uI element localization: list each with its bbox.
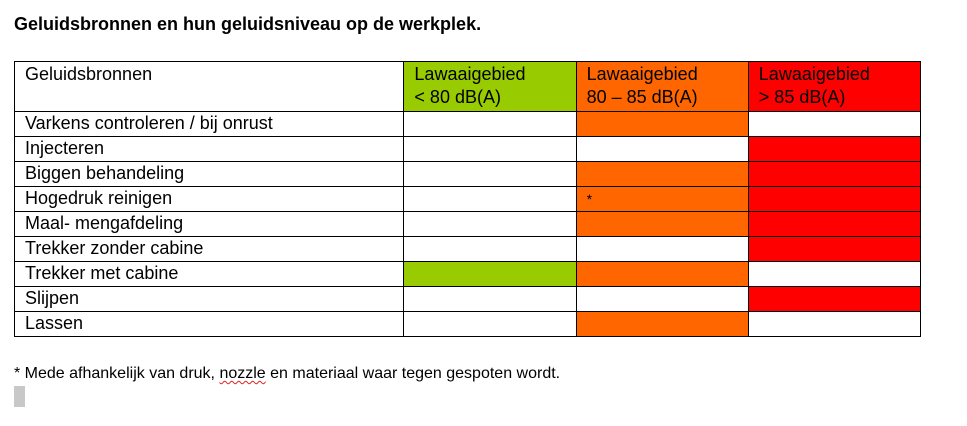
header-source: Geluidsbronnen bbox=[15, 62, 404, 112]
cell-zone-low bbox=[404, 262, 576, 287]
cell-zone-mid bbox=[576, 187, 748, 212]
cell-zone-high bbox=[748, 262, 920, 287]
row-source-label: Lassen bbox=[15, 312, 404, 337]
cell-zone-mid bbox=[576, 237, 748, 262]
cell-zone-low bbox=[404, 312, 576, 337]
cell-zone-mid bbox=[576, 162, 748, 187]
footnote-marker: * bbox=[586, 191, 593, 207]
cell-zone-low bbox=[404, 212, 576, 237]
footnote: * Mede afhankelijk van druk, nozzle en materiaal waar tegen gespoten wordt. bbox=[14, 365, 561, 382]
cell-zone-high bbox=[748, 112, 920, 137]
table-row bbox=[15, 212, 921, 237]
header-zone-mid: Lawaaigebied 80 – 85 dB(A) bbox=[576, 62, 748, 112]
cell-zone-mid bbox=[576, 312, 748, 337]
table-row bbox=[15, 137, 921, 162]
row-source-label: Varkens controleren / bij onrust bbox=[15, 112, 404, 137]
cell-zone-high bbox=[748, 187, 920, 212]
cell-zone-high bbox=[748, 162, 920, 187]
cell-zone-high bbox=[748, 312, 920, 337]
cell-zone-low bbox=[404, 112, 576, 137]
cell-zone-mid bbox=[576, 212, 748, 237]
spellcheck-flagged-word[interactable]: nozzle bbox=[219, 365, 266, 382]
row-source-label: Slijpen bbox=[15, 287, 404, 312]
table-row bbox=[15, 187, 921, 212]
table-row bbox=[15, 237, 921, 262]
cell-zone-low bbox=[404, 287, 576, 312]
cell-zone-low bbox=[404, 162, 576, 187]
cell-zone-high bbox=[748, 237, 920, 262]
row-source-label: Biggen behandeling bbox=[15, 162, 404, 187]
cell-zone-mid bbox=[576, 262, 748, 287]
cell-zone-low bbox=[404, 137, 576, 162]
table-row bbox=[15, 262, 921, 287]
cell-zone-high bbox=[748, 287, 920, 312]
table-row bbox=[15, 162, 921, 187]
noise-table bbox=[14, 61, 921, 337]
cell-zone-low bbox=[404, 237, 576, 262]
cell-zone-mid bbox=[576, 112, 748, 137]
row-source-label: Hogedruk reinigen bbox=[15, 187, 404, 212]
row-source-label: Trekker zonder cabine bbox=[15, 237, 404, 262]
table-row bbox=[15, 287, 921, 312]
cell-zone-high bbox=[748, 137, 920, 162]
table-header-row bbox=[15, 62, 921, 112]
row-source-label: Maal- mengafdeling bbox=[15, 212, 404, 237]
row-source-label: Trekker met cabine bbox=[15, 262, 404, 287]
header-zone-low: Lawaaigebied < 80 dB(A) bbox=[404, 62, 576, 112]
row-source-label: Injecteren bbox=[15, 137, 404, 162]
text-cursor[interactable] bbox=[14, 386, 25, 407]
table-row bbox=[15, 112, 921, 137]
cell-zone-low bbox=[404, 187, 576, 212]
table-row bbox=[15, 312, 921, 337]
cell-zone-mid bbox=[576, 137, 748, 162]
document-title: Geluidsbronnen en hun geluidsniveau op de werkplek. bbox=[14, 14, 482, 34]
header-zone-high: Lawaaigebied > 85 dB(A) bbox=[748, 62, 920, 112]
cell-zone-high bbox=[748, 212, 920, 237]
cell-zone-mid bbox=[576, 287, 748, 312]
